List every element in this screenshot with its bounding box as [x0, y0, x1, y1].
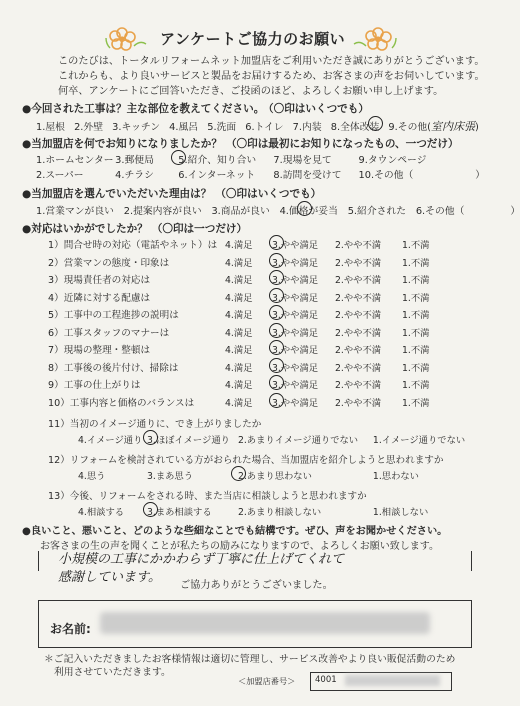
- q2-option-1[interactable]: 1.ホームセンター: [36, 155, 114, 166]
- privacy-line-2: 利用させていただきます。: [54, 667, 171, 678]
- name-label: お名前:: [50, 622, 91, 636]
- q2-option-9[interactable]: 9.タウンページ: [358, 155, 427, 166]
- satisfaction-choice-10-3[interactable]: 2.やや不満: [335, 397, 382, 409]
- satisfaction-choice-4-4[interactable]: 1.不満: [402, 292, 430, 304]
- satisfaction-choice-5-4[interactable]: 1.不満: [402, 310, 430, 321]
- q1-option-8[interactable]: 8.全体改装: [330, 122, 380, 133]
- satisfaction-answer-circle-8: [269, 358, 284, 373]
- store-number-redacted: [345, 675, 440, 686]
- q1-option-4[interactable]: 4.風呂: [169, 122, 199, 133]
- q3-options[interactable]: 1.営業マンが良い 2.提案内容が良い 3.商品が良い 4.価格が妥当 5.紹介された 6.その他（ ）: [36, 206, 520, 217]
- satisfaction-answer-circle-2: [269, 253, 284, 268]
- satisfaction-item-5: 5）工事中の工程進捗の説明は: [48, 310, 179, 321]
- q1-option-3[interactable]: 3.キッチン: [112, 122, 161, 133]
- page-title: アンケートご協力のお願い: [160, 30, 346, 48]
- q13-options: 4.相談する 3.まあ相談する 2.あまり相談しない 1.相談しない: [78, 507, 429, 518]
- satisfaction-choice-10-1[interactable]: 4.満足: [225, 397, 253, 409]
- satisfaction-choice-10-4[interactable]: 1.不満: [402, 397, 430, 409]
- privacy-line-1: ＊ご記入いただきましたお客様情報は適切に管理し、サービス改善やより良い販促活動のため: [44, 654, 456, 665]
- comment-title: ●良いこと、悪いこと、どのような些細なことでも結構です。ぜひ、声をお聞かせください。: [22, 526, 448, 537]
- satisfaction-choice-1-3[interactable]: 2.やや不満: [335, 240, 382, 251]
- q2-option-5[interactable]: 5.紹介、知り合い: [178, 155, 257, 166]
- q13-question: 13）今後、リフォームをされる時、また当店に相談しようと思われますか: [48, 491, 367, 502]
- satisfaction-choice-10-2[interactable]: 3.やや満足: [272, 397, 319, 409]
- q2-answer-circle: [171, 150, 186, 165]
- q1-option-9[interactable]: 9.その他(: [388, 122, 431, 133]
- q4-title: ●対応はいかがでしたか？ （〇印は一つだけ）: [22, 223, 248, 235]
- satisfaction-choice-2-2[interactable]: 3.やや満足: [272, 257, 319, 269]
- q1-options: 1.屋根 2.外壁 3.キッチン 4.風呂 5.洗面 6.トイレ 7.内装 8.全体改装 9.その他(室内床張): [36, 120, 479, 133]
- satisfaction-choice-3-2[interactable]: 3.やや満足: [272, 275, 319, 286]
- q2-option-8[interactable]: 8.訪問を受けて: [273, 170, 342, 181]
- name-field-redacted[interactable]: [100, 612, 430, 634]
- q1-answer-circle: [368, 116, 383, 131]
- q2-option-6[interactable]: 6.インターネット: [178, 170, 256, 181]
- satisfaction-choice-3-1[interactable]: 4.満足: [225, 275, 253, 286]
- satisfaction-item-8: 8）工事後の後片付け、掃除は: [48, 362, 179, 374]
- satisfaction-item-6: 6）工事スタッフのマナーは: [48, 327, 170, 339]
- satisfaction-choice-2-3[interactable]: 2.やや不満: [335, 257, 382, 269]
- q11-options: 4.イメージ通り 3.ほぼイメージ通り 2.あまりイメージ通りでない 1.イメージ通りでない: [78, 435, 466, 446]
- store-number-value: 4001: [315, 675, 337, 685]
- satisfaction-item-2: 2）営業マンの態度・印象は: [48, 257, 170, 269]
- satisfaction-answer-circle-10: [269, 393, 284, 408]
- q1-option-6[interactable]: 6.トイレ: [245, 122, 284, 133]
- q1-option-1[interactable]: 1.屋根: [36, 122, 65, 133]
- q2-option-4[interactable]: 4.チラシ: [115, 170, 154, 181]
- intro-line-3: 何卒、アンケートにご回答いただき、ご投函のほど、よろしくお願い申し上げます。: [58, 86, 444, 97]
- satisfaction-choice-9-2[interactable]: 3.やや満足: [272, 380, 319, 391]
- satisfaction-item-7: 7）現場の整理・整頓は: [48, 345, 151, 356]
- q2-options-row1: [36, 152, 426, 166]
- q1-option-5[interactable]: 5.洗面: [207, 122, 237, 133]
- satisfaction-choice-6-1[interactable]: 4.満足: [225, 327, 253, 339]
- satisfaction-choice-1-1[interactable]: 4.満足: [225, 240, 253, 251]
- comment-handwriting-line-2: 感謝しています。: [58, 570, 161, 585]
- satisfaction-answer-circle-7: [269, 340, 284, 355]
- satisfaction-choice-2-4[interactable]: 1.不満: [402, 257, 430, 269]
- satisfaction-choice-6-3[interactable]: 2.やや不満: [335, 327, 382, 339]
- flower-decoration-right-icon: [352, 24, 398, 54]
- satisfaction-choice-8-4[interactable]: 1.不満: [402, 362, 430, 374]
- q13-answer-circle: [143, 502, 158, 517]
- q2-option-10[interactable]: 10.その他（: [358, 170, 414, 181]
- q2-option-7[interactable]: 7.現場を見て: [273, 155, 332, 166]
- satisfaction-choice-3-4[interactable]: 1.不満: [402, 275, 430, 286]
- q12-options: 4.思う 3.まあ思う 2.あまり思わない 1.思わない: [78, 471, 419, 482]
- satisfaction-answer-circle-1: [269, 235, 284, 250]
- satisfaction-choice-8-1[interactable]: 4.満足: [225, 362, 253, 374]
- q2-option-2[interactable]: 2.スーパー: [36, 170, 84, 181]
- satisfaction-answer-circle-4: [269, 288, 284, 303]
- satisfaction-choice-7-2[interactable]: 3.やや満足: [272, 345, 319, 356]
- q12-answer-circle: [231, 466, 246, 481]
- intro-line-2: これからも、より良いサービスと製品をお届けするため、お客さまの声をお伺いしています。: [58, 71, 485, 82]
- satisfaction-choice-7-4[interactable]: 1.不満: [402, 345, 430, 356]
- flower-decoration-icon: [104, 24, 150, 54]
- comment-handwriting-line-1: 小規模の工事にかかわらず丁寧に仕上げてくれて: [58, 552, 345, 567]
- satisfaction-choice-6-4[interactable]: 1.不満: [402, 327, 430, 339]
- satisfaction-answer-circle-5: [269, 305, 284, 320]
- satisfaction-choice-4-2[interactable]: 3.やや満足: [272, 292, 319, 304]
- q11-question: 11）当初のイメージ通りに、でき上がりましたか: [48, 419, 262, 430]
- satisfaction-choice-8-3[interactable]: 2.やや不満: [335, 362, 382, 374]
- satisfaction-choice-6-2[interactable]: 3.やや満足: [272, 327, 319, 339]
- intro-line-1: このたびは、トータルリフォームネット加盟店をご利用いただき誠にありがとうございます。: [58, 56, 485, 67]
- q1-other-answer: 室内床張: [430, 120, 475, 133]
- satisfaction-answer-circle-3: [269, 270, 284, 285]
- satisfaction-answer-circle-6: [269, 323, 284, 338]
- satisfaction-answer-circle-9: [269, 375, 284, 390]
- satisfaction-choice-1-2[interactable]: 3.やや満足: [272, 240, 319, 251]
- satisfaction-choice-9-4[interactable]: 1.不満: [402, 380, 430, 391]
- q11-answer-circle: [143, 430, 158, 445]
- q2-option-3[interactable]: 3.郵便局: [115, 155, 154, 166]
- satisfaction-choice-4-1[interactable]: 4.満足: [225, 292, 253, 304]
- satisfaction-choice-3-3[interactable]: 2.やや不満: [335, 275, 382, 286]
- q2-options-row2: 2.スーパー 4.チラシ 6.インターネット 8.訪問を受けて 10.その他（ ）: [36, 167, 485, 181]
- satisfaction-item-10: 10）工事内容と価格のバランスは: [48, 397, 195, 409]
- q1-title: ●今回された工事は？主な部位を教えてください。 （〇印はいくつでも）: [22, 103, 369, 115]
- satisfaction-item-9: 9）工事の仕上がりは: [48, 380, 141, 391]
- satisfaction-choice-5-1[interactable]: 4.満足: [225, 310, 253, 321]
- q1-option-2[interactable]: 2.外壁: [74, 122, 104, 133]
- satisfaction-choice-7-3[interactable]: 2.やや不満: [335, 345, 382, 356]
- satisfaction-item-1: 1）問合せ時の対応（電話やネット）は: [48, 240, 218, 251]
- satisfaction-choice-9-3[interactable]: 2.やや不満: [335, 380, 382, 391]
- satisfaction-choice-9-1[interactable]: 4.満足: [225, 380, 253, 391]
- satisfaction-choice-7-1[interactable]: 4.満足: [225, 345, 253, 356]
- q1-option-7[interactable]: 7.内装: [292, 122, 322, 133]
- q2-title: ●当加盟店を何でお知りになりましたか？ （〇印は最初にお知りになったもの、一つだけ）: [22, 138, 459, 150]
- satisfaction-choice-1-4[interactable]: 1.不満: [402, 240, 430, 251]
- thanks-text: ご協力ありがとうございました。: [180, 580, 333, 591]
- q3-title: ●当加盟店を選んでいただいた理由は？ （〇印はいくつでも）: [22, 188, 322, 200]
- comment-subtitle: お客さまの生の声を聞くことが私たちの励みになりますので、よろしくお願い致します。: [40, 541, 439, 552]
- store-number-label: ＜加盟店番号＞: [238, 676, 296, 686]
- satisfaction-choice-2-1[interactable]: 4.満足: [225, 257, 253, 269]
- satisfaction-choice-5-2[interactable]: 3.やや満足: [272, 310, 319, 321]
- satisfaction-choice-5-3[interactable]: 2.やや不満: [335, 310, 382, 321]
- q3-answer-circle: [297, 201, 312, 216]
- satisfaction-choice-8-2[interactable]: 3.やや満足: [272, 362, 319, 374]
- satisfaction-item-3: 3）現場責任者の対応は: [48, 275, 151, 286]
- satisfaction-choice-4-3[interactable]: 2.やや不満: [335, 292, 382, 304]
- satisfaction-item-4: 4）近隣に対する配慮は: [48, 292, 151, 304]
- q12-question: 12）リフォームを検討されている方がおられた場合、当加盟店を紹介しようと思われますか: [48, 455, 444, 466]
